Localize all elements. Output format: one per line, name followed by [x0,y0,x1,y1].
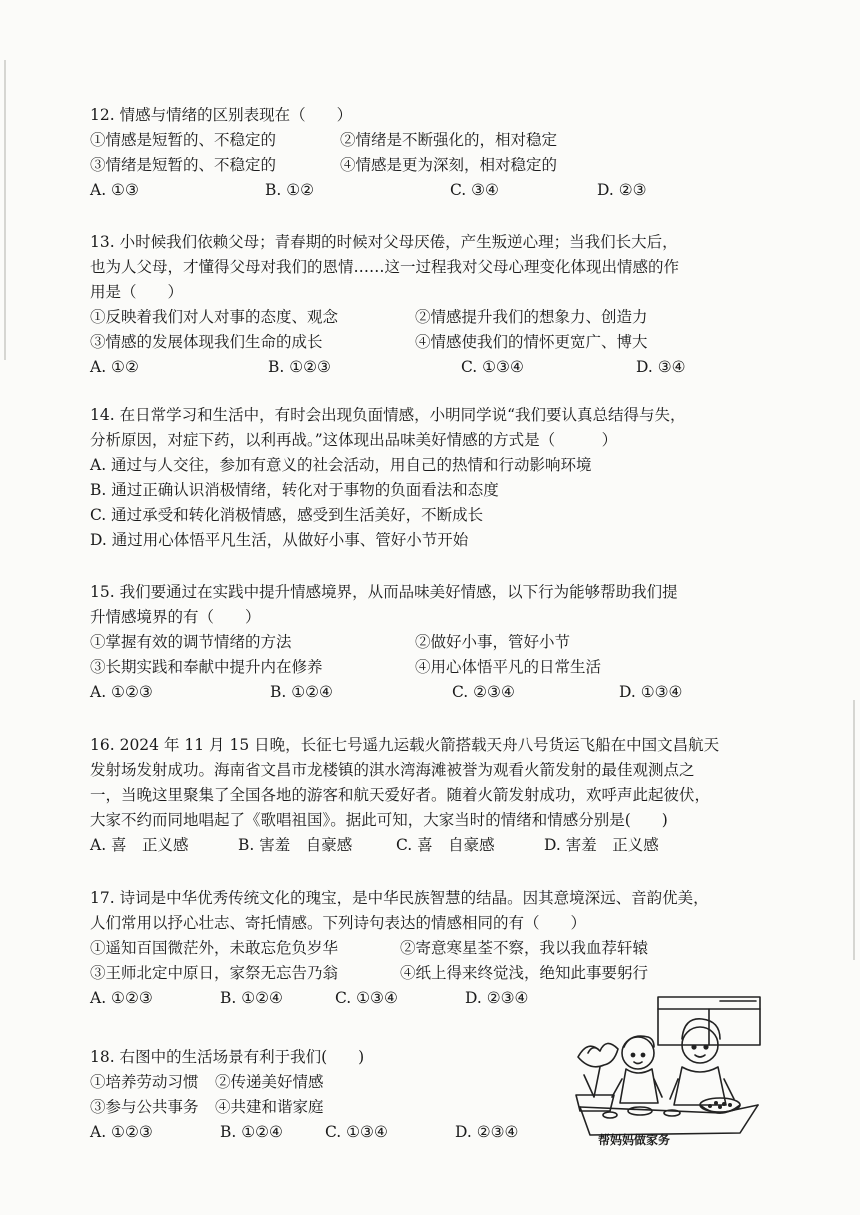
question-stem: 分析原因，对症下药，以利再战。”这体现出品味美好情感的方式是（ ） [90,431,618,449]
option: ③情感的发展体现我们生命的成长 [90,333,323,351]
choice: C. 通过承受和转化消极情感，感受到生活美好，不断成长 [90,506,484,524]
option: ②传递美好情感 [215,1073,324,1091]
question-17 [90,886,780,1011]
question-16 [90,733,780,858]
answer-choice: D. ③④ [636,358,686,376]
housework-illustration [570,995,765,1145]
answer-choice: A. ①②③ [90,683,153,701]
question-13 [90,230,780,380]
answer-choice: B. ①②④ [220,989,283,1007]
answer-choice: B. ①② [265,181,315,199]
question-stem: 16. 2024 年 11 月 15 日晚，长征七号遥九运载火箭搭载天舟八号货运飞船在中国文昌航天 [90,736,720,754]
answer-choice: B. ①②④ [270,683,333,701]
option: ④情感使我们的情怀更宽广、博大 [415,333,648,351]
option-row [90,1095,570,1120]
scan-edge-mark [4,60,6,360]
question-stem: 15. 我们要通过在实践中提升情感境界，从而品味美好情感，以下行为能够帮助我们提 [90,583,678,601]
question-stem: 14. 在日常学习和生活中，有时会出现负面情感，小明同学说“我们要认真总结得与失， [90,406,686,424]
question-stem: 升情感境界的有（ ） [90,608,261,626]
option: ④共建和谐家庭 [215,1098,324,1116]
option: ②情感提升我们的想象力、创造力 [415,308,648,326]
answer-choice: D. 害羞 正义感 [544,836,659,854]
question-12 [90,103,780,203]
question-14 [90,403,780,553]
option-row [90,961,780,986]
choice: A. 通过与人交往，参加有意义的社会活动，用自己的热情和行动影响环境 [90,456,592,474]
option: ①掌握有效的调节情绪的方法 [90,633,292,651]
option: ②寄意寒星荃不察，我以我血荐轩辕 [400,939,649,957]
option: ②做好小事，管好小节 [415,633,571,651]
answer-row [90,355,780,380]
answer-choice: C. 喜 自豪感 [396,836,495,854]
answer-choice: A. ①②③ [90,989,153,1007]
option: ③王师北定中原日，家祭无忘告乃翁 [90,964,339,982]
answer-choice: D. ②③④ [455,1123,519,1141]
answer-row [90,178,780,203]
option: ①情感是短暂的、不稳定的 [90,131,277,149]
question-stem: 一，当晚这里聚集了全国各地的游客和航天爱好者。随着火箭发射成功，欢呼声此起彼伏， [90,786,711,804]
answer-choice: D. ②③ [597,181,647,199]
answer-choice: C. ②③④ [452,683,515,701]
answer-choice: A. ①③ [90,181,139,199]
choice: D. 通过用心体悟平凡生活，从做好小事、管好小节开始 [90,531,469,549]
question-stem: 发射场发射成功。海南省文昌市龙楼镇的淇水湾海滩被誉为观看火箭发射的最佳观测点之 [90,761,695,779]
question-stem: 12. 情感与情绪的区别表现在（ ） [90,106,353,124]
answer-choice: A. 喜 正义感 [90,836,189,854]
option: ④纸上得来终觉浅，绝知此事要躬行 [400,964,649,982]
option-row [90,1070,570,1095]
answer-choice: C. ③④ [450,181,499,199]
option: ④用心体悟平凡的日常生活 [415,658,602,676]
question-stem: 用是（ ） [90,283,184,301]
option-row [90,655,780,680]
scan-edge-mark [853,700,855,960]
answer-row [90,833,780,858]
option: ①遥知百国微茫外，未敢忘危负岁华 [90,939,339,957]
option: ③长期实践和奉献中提升内在修养 [90,658,323,676]
figure-caption: 帮妈妈做家务 [598,1133,671,1147]
question-stem: 13. 小时候我们依赖父母；青春期的时候对父母厌倦，产生叛逆心理；当我们长大后， [90,233,678,251]
choice: B. 通过正确认识消极情绪，转化对于事物的负面看法和态度 [90,481,499,499]
question-stem: 18. 右图中的生活场景有利于我们( ) [90,1048,365,1066]
answer-choice: B. ①②③ [268,358,331,376]
answer-choice: D. ①③④ [619,683,683,701]
answer-choice: C. ①③④ [461,358,524,376]
question-15 [90,580,780,705]
option-row [90,128,780,153]
answer-choice: D. ②③④ [465,989,529,1007]
answer-row [90,680,780,705]
option-row [90,153,780,178]
option: ④情感是更为深刻，相对稳定的 [340,156,558,174]
question-stem: 17. 诗词是中华优秀传统文化的瑰宝，是中华民族智慧的结晶。因其意境深远、音韵优美， [90,889,709,907]
question-stem: 大家不约而同地唱起了《歌唱祖国》。据此可知，大家当时的情绪和情感分别是( ) [90,811,668,829]
option: ②情绪是不断强化的，相对稳定 [340,131,558,149]
answer-row [90,1120,570,1145]
question-stem: 人们常用以抒心壮志、寄托情感。下列诗句表达的情感相同的有（ ） [90,914,587,932]
answer-choice: B. ①②④ [220,1123,283,1141]
option-row [90,936,780,961]
question-stem: 也为人父母，才懂得父母对我们的恩情……这一过程我对父母心理变化体现出情感的作 [90,258,680,276]
option-row [90,330,780,355]
answer-choice: C. ①③④ [335,989,398,1007]
question-18 [90,1045,570,1145]
option: ①培养劳动习惯 [90,1073,199,1091]
option: ①反映着我们对人对事的态度、观念 [90,308,339,326]
option-row [90,305,780,330]
answer-choice: A. ①② [90,358,139,376]
option: ③情绪是短暂的、不稳定的 [90,156,277,174]
answer-choice: B. 害羞 自豪感 [238,836,353,854]
answer-choice: A. ①②③ [90,1123,153,1141]
answer-choice: C. ①③④ [325,1123,388,1141]
option-row [90,630,780,655]
option: ③参与公共事务 [90,1098,199,1116]
